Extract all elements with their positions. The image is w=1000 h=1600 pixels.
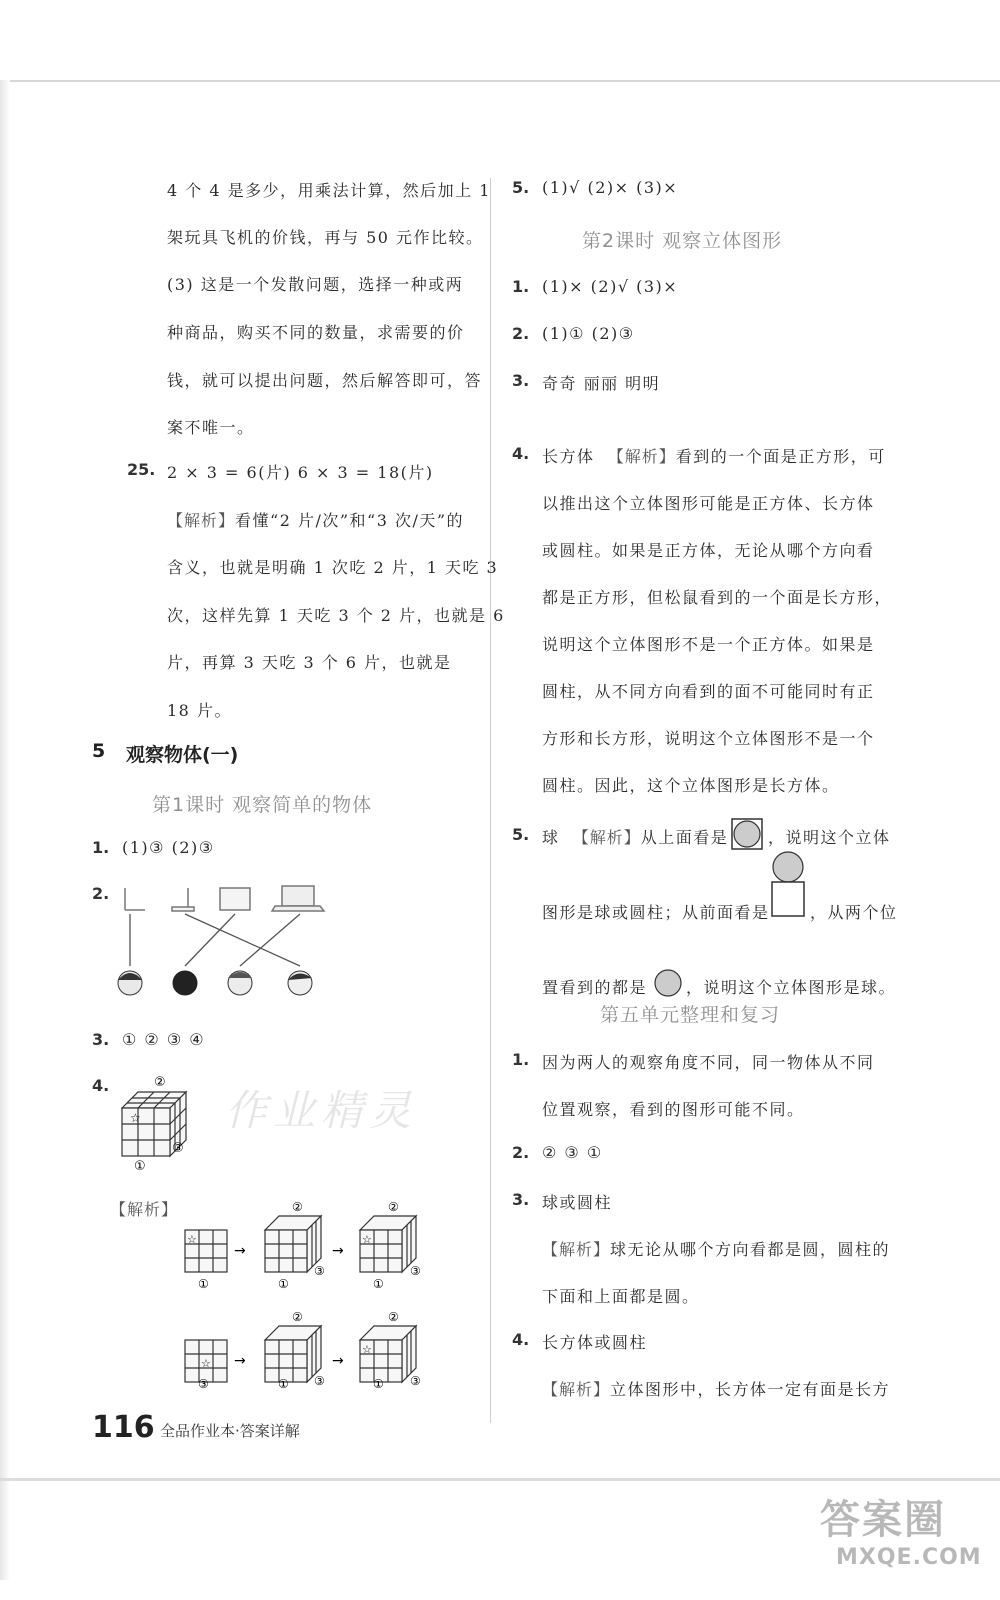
svg-text:①: ① xyxy=(373,1277,384,1291)
analysis-line xyxy=(542,444,886,467)
corner-watermark-logo: 答案圈 xyxy=(820,1497,946,1543)
unit-title: 观察物体(一) xyxy=(126,744,239,766)
question-number: 3. xyxy=(92,1030,110,1049)
matching-lines xyxy=(130,914,300,966)
star-icon: ☆ xyxy=(130,1111,141,1125)
review-title: 第五单元整理和复习 xyxy=(600,1004,781,1026)
svg-text:☆: ☆ xyxy=(362,1343,372,1356)
analysis-text: 置看到的都是 xyxy=(542,978,648,997)
answer-text: 球 xyxy=(542,828,560,847)
analysis-tag: 【解析】 xyxy=(542,1380,611,1399)
answer-text: 长方体或圆柱 xyxy=(542,1333,648,1352)
answer-text: (1)③ (2)③ xyxy=(122,838,215,857)
analysis-line: 以推出这个立体图形可能是正方体、长方体 xyxy=(542,494,875,513)
analysis-text: ，说明这个立体 xyxy=(768,828,891,847)
analysis-line: 下面和上面都是圆。 xyxy=(542,1287,700,1306)
answer-line: 4 个 4 是多少，用乘法计算，然后加上 1 xyxy=(167,181,491,200)
question-number: 25. xyxy=(127,460,156,479)
question-number: 3. xyxy=(512,1190,530,1209)
answer-text: 奇奇 丽丽 明明 xyxy=(542,374,661,393)
label-circle-3: ③ xyxy=(172,1141,184,1156)
arrow-icon: → xyxy=(332,1243,344,1259)
analysis-tag: 【解析】 xyxy=(542,1240,611,1259)
analysis-tag: 【解析】 xyxy=(607,447,676,466)
analysis-line xyxy=(542,1237,890,1260)
laptop-back-view xyxy=(220,888,250,910)
svg-text:③: ③ xyxy=(314,1374,325,1388)
question-number: 2. xyxy=(512,324,530,343)
svg-text:③: ③ xyxy=(410,1264,421,1278)
svg-text:②: ② xyxy=(292,1200,303,1214)
analysis-line: 次，这样先算 1 天吃 3 个 2 片，也就是 6 xyxy=(167,606,505,625)
question-number: 5. xyxy=(512,825,530,844)
analysis-line: 方形和长方形，说明这个立体图形不是一个 xyxy=(542,729,875,748)
unit-number: 5 xyxy=(92,740,106,762)
page-bottom-edge xyxy=(0,1478,1000,1481)
analysis-tag: 【解析】 xyxy=(572,828,641,847)
svg-text:③: ③ xyxy=(314,1264,325,1278)
page-binding-shadow xyxy=(0,80,10,1580)
svg-text:③: ③ xyxy=(198,1377,209,1391)
child-heads xyxy=(118,971,312,995)
question-number: 4. xyxy=(512,444,530,463)
question-number: 2. xyxy=(512,1143,530,1162)
column-divider xyxy=(490,178,491,1423)
analysis-line: 或圆柱。如果是正方体，无论从哪个方向看 xyxy=(542,541,875,560)
answer-line: 位置观察，看到的图形可能不同。 xyxy=(542,1100,805,1119)
analysis-text: 立体图形中，长方体一定有面是长方 xyxy=(610,1380,891,1399)
svg-text:①: ① xyxy=(278,1377,289,1391)
svg-text:→: → xyxy=(234,1353,246,1369)
question-number: 1. xyxy=(512,277,530,296)
analysis-line: 片，再算 3 天吃 3 个 6 片，也就是 xyxy=(167,653,452,672)
book-title: 全品作业本·答案详解 xyxy=(160,1422,300,1440)
svg-text:→: → xyxy=(332,1353,344,1369)
answer-text: ① ② ③ ④ xyxy=(122,1030,206,1049)
analysis-text: 看到的一个面是正方形，可 xyxy=(675,447,886,466)
analysis-text: 从上面看是 xyxy=(640,828,729,847)
answer-line: 案不唯一。 xyxy=(167,418,255,437)
svg-text:②: ② xyxy=(292,1310,303,1324)
label-circle-1: ① xyxy=(134,1159,146,1172)
question-number: 5. xyxy=(512,178,530,197)
circle-in-square-icon xyxy=(730,817,764,851)
question-number: 1. xyxy=(512,1050,530,1069)
question-number: 4. xyxy=(512,1330,530,1349)
cube-analysis-figure xyxy=(180,1195,440,1395)
question-number: 3. xyxy=(512,371,530,390)
svg-text:☆: ☆ xyxy=(201,1357,211,1370)
question-number: 4. xyxy=(92,1076,110,1095)
svg-text:①: ① xyxy=(198,1277,209,1291)
laptop-front-view xyxy=(272,886,324,911)
analysis-line xyxy=(542,1377,890,1400)
lesson-title: 第1课时 观察简单的物体 xyxy=(152,794,373,816)
answer-line: 种商品，购买不同的数量，求需要的价 xyxy=(167,323,465,342)
question-number: 1. xyxy=(92,838,110,857)
watermark-text: 作业精灵 xyxy=(225,1086,418,1135)
answer-line: (3) 这是一个发散问题，选择一种或两 xyxy=(167,275,464,294)
analysis-line: 圆柱，从不同方向看到的面不可能同时有正 xyxy=(542,682,875,701)
svg-text:③: ③ xyxy=(410,1374,421,1388)
answer-text: 2 × 3 = 6(片) 6 × 3 = 18(片) xyxy=(167,463,434,482)
analysis-text: 球无论从哪个方向看都是圆，圆柱的 xyxy=(610,1240,891,1259)
answer-text: 长方体 xyxy=(542,447,595,466)
analysis-text: 看懂“2 片/次”和“3 次/天”的 xyxy=(235,511,465,530)
star-icon: ☆ xyxy=(187,1233,197,1246)
svg-text:②: ② xyxy=(388,1200,399,1214)
analysis-tag: 【解析】 xyxy=(110,1200,179,1219)
answer-text: (1)× (2)√ (3)× xyxy=(542,277,679,296)
cube-figure-answer xyxy=(112,1072,202,1172)
analysis-line: 都是正方形，但松鼠看到的一个面是长方形， xyxy=(542,588,893,607)
analysis-text: ，从两个位 xyxy=(810,903,898,922)
analysis-line xyxy=(167,508,464,531)
svg-text:①: ① xyxy=(373,1377,384,1391)
answer-text: 球或圆柱 xyxy=(542,1193,613,1212)
answer-text: (1)√ (2)× (3)× xyxy=(542,178,679,197)
sphere-on-cube-icon xyxy=(768,850,808,920)
matching-figure xyxy=(110,880,340,1010)
answer-line: 因为两人的观察角度不同，同一物体从不同 xyxy=(542,1053,875,1072)
analysis-line xyxy=(542,825,728,848)
answer-line: 架玩具飞机的价钱，再与 50 元作比较。 xyxy=(167,228,484,247)
laptop-side-view xyxy=(125,888,145,910)
page-number: 116 xyxy=(92,1410,155,1445)
analysis-line: 含义，也就是明确 1 次吃 2 片，1 天吃 3 xyxy=(167,558,499,577)
corner-watermark-url: MXQE.COM xyxy=(836,1545,982,1570)
analysis-text: 图形是球或圆柱；从前面看是 xyxy=(542,903,770,922)
answer-line: 钱，就可以提出问题，然后解答即可，答 xyxy=(167,371,483,390)
question-number: 2. xyxy=(92,884,110,903)
answer-text: (1)① (2)③ xyxy=(542,324,635,343)
sphere-icon xyxy=(652,967,684,999)
analysis-line: 圆柱。因此，这个立体图形是长方体。 xyxy=(542,776,840,795)
analysis-text: ，说明这个立体图形是球。 xyxy=(686,978,897,997)
laptop-side-view-2 xyxy=(172,888,194,911)
answer-text: ② ③ ① xyxy=(542,1143,603,1162)
page-top-edge xyxy=(0,80,1000,82)
analysis-line: 说明这个立体图形不是一个正方体。如果是 xyxy=(542,635,875,654)
lesson-title: 第2课时 观察立体图形 xyxy=(582,230,783,252)
label-circle-2: ② xyxy=(154,1075,166,1090)
analysis-tag: 【解析】 xyxy=(167,511,236,530)
svg-text:☆: ☆ xyxy=(362,1233,372,1246)
analysis-line: 18 片。 xyxy=(167,701,232,720)
arrow-icon: → xyxy=(234,1243,246,1259)
svg-text:①: ① xyxy=(278,1277,289,1291)
svg-text:②: ② xyxy=(388,1310,399,1324)
